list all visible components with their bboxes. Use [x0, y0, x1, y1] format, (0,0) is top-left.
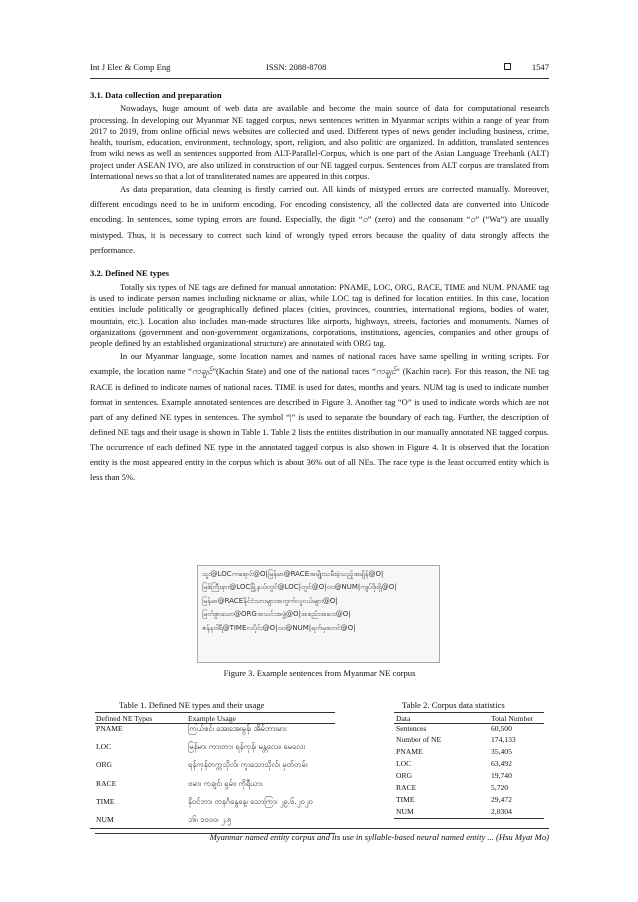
paragraph: In our Myanmar language, some location names and names of national races have same spelling in writing scripts. For example, the location name “ကချင်”(Kachin State) and one of the national races “ကချင်“ (Kachin race). For this reason, the NE tag RACE is defined to indicate names of national races. TIME is used for dates, months and years. NUM tag is used to indicate number format in sentences. Example annotated sentences are described in Figure 3. Another tag “O” is used to indicate words which are not part of any defined NE types in sentences. The symbol “|” is used to separate the boundary of each tag. Further, the description of defined NE tags and their usage is shown in Table 1. Table 2 lists the entiites distribution in our manually annotated NE tagged corpus. The occurrence of each defined NE type in the annotated tagged corpus is also shown in Figure 4. It is observed that the location entity is the most appeared entity in the corpus which is about 36% out of all NEs. The race type is the least occurred entity which is less than 5%.: [90, 351, 549, 483]
running-header: [90, 62, 549, 76]
myanmar-digit-zero: ၀: [362, 215, 368, 226]
paragraph: Nowadays, huge amount of web data are available and become the main source of data for computational research processing. In developing our Myanmar NE tagged corpus, news sentences written in Myanmar scripts within a range of year from 2017 to 2019, from online official news websites are collected and used. Different types of news gender including business, crime, health, tourism, education, environment, technology, sport, religion, and also politic are organized. In addition, translated sentences from wiki news as well as sentences supported from ALT-Parallel-Corpus, which is one part of the Asian Language Treebank (ALT) project under ASEAN IVO, are also utilized in construction of our NE tagged corpus. Sentences from ALT corpus are translated from International news so that a lot of transliterated names are appeared in this corpus.: [90, 103, 549, 182]
column-header: Total Number: [489, 713, 544, 724]
table-row: RACE ဗမာ၊ ကချင်၊ ရှမ်း၊ ကိုရီယား: [96, 778, 263, 788]
table-row: RACE 5,720: [396, 782, 509, 792]
table-2-caption: Table 2. Corpus data statistics: [402, 700, 505, 710]
table-row: ORG ရန်ကုန်တက္ကသိုလ်၊ ကူးသောသိုလ်၊ မှတ်တမ်း: [96, 760, 308, 770]
table-row: PNAME ကြယ်စင်၊ အေးအေးမွန်၊ အိမ်ဘားမား: [96, 724, 287, 733]
page-number: 1547: [531, 62, 549, 72]
example-sentence: ဇန်နဝါရီ@TIMEလပိုင်း@O|၀၀@NUM|ရက်မှစတင်@O|: [202, 623, 356, 632]
table-row: NUM ၁၆၊ ၁၀၀၀၊ ၂.၅: [95, 815, 335, 833]
table-1: [95, 712, 335, 834]
myanmar-kachin-state: ကချင်: [191, 367, 213, 378]
table-row: TIME နိုဝင်ဘာ၊ တနင်္ဂနွေနေ့၊ သောကြာ၊ ၂၉.၆.၂၀၂၀: [96, 797, 313, 807]
column-header: Data: [394, 713, 489, 724]
example-sentence: မြတ်စွာသော@ORGအသင်းအဖွဲ့@O|အစည်းအဝေး@O|: [202, 610, 351, 619]
example-sentence: သူး@LOCကရောင်@O|မြန်မာ@RACEအမျိုးသမီးခဲ့သည့်အချိန်@O|: [202, 570, 384, 578]
column-header: Defined NE Types: [95, 713, 188, 724]
table-1-caption: Table 1. Defined NE types and their usage: [119, 700, 265, 710]
table-row: ORG 19,740: [396, 771, 512, 781]
table-row: Number of NE 174,133: [396, 735, 516, 745]
figure-3-caption: Figure 3. Example sentences from Myanmar NE corpus: [223, 668, 416, 678]
issn: ISSN: 2088-8708: [266, 62, 327, 72]
table-2: [394, 712, 544, 819]
myanmar-kachin-race: ကချင်: [375, 367, 397, 378]
journal-name: Int J Elec & Comp Eng: [90, 62, 171, 72]
table-row: LOC မြန်မာ၊ ကားတာ၊ ရန်ကုန်၊ မန္တလေး၊ မေလေး: [96, 741, 306, 751]
table-row: PNAME 35,405: [396, 747, 512, 757]
running-footer: Myanmar named entity corpus and its use in syllable-based neural named entity ... (Hsu Myat Mo): [209, 832, 549, 842]
table-row: Sentences 60,500: [396, 724, 512, 733]
section-title-3-1: 3.1. Data collection and preparation: [90, 90, 222, 100]
myanmar-consonant-wa: ဝ: [470, 215, 476, 226]
table-row: TIME 29,472: [396, 794, 512, 804]
square-icon: [504, 63, 511, 70]
section-title-3-2: 3.2. Defined NE types: [90, 268, 170, 279]
table-row: NUM 2,0304: [394, 807, 544, 819]
footer-rule: [90, 828, 549, 829]
paragraph: As data preparation, data cleaning is firstly carried out. All kinds of mistyped errors are corrected manually. Moreover, different encodings need to be in uniform encoding. For encoding consistency, all the collected data are converted into Unicode encoding. In sentences, some typing errors are found. Especially, the digit “၀” (zero) and the consonant “ဝ” (“Wa”) are usually mistyped. Thus, it is necessary to correct such kind of wrongly typed errors because the quality of data strongly affects the performance.: [90, 184, 549, 256]
table-row: LOC 63,492: [396, 759, 512, 769]
column-header: Example Usage: [188, 713, 335, 724]
example-sentence: မြန်မာ@RACEနိုင်ငံသားများအတွက်လူငယ်များ@O|: [202, 596, 338, 605]
paragraph: Totally six types of NE tags are defined for manual annotation: PNAME, LOC, ORG, RACE, TIME and NUM. PNAME tag is used to indicate person names including nickname or alias, while LOC tag is defined for location entities. In this case, location entities include politically or geographically defined places (cities, provinces, countries, international regions, bodies of water, mountain, etc.). Location also includes man-made structures like airports, highways, streets, factories and monuments. Names of organizations (government and non-government organizations, corporations, institutions, agencies, companies and other groups of people defined by an established organizational structure) are annotated with ORG tag.: [90, 281, 549, 349]
example-sentence: မြစ်ကြီးနား@LOCမြို့နယ်တွင်@LOC|တွင်@O|၀၀@NUM|ကျပ်ဖိုးရှိ@O|: [202, 583, 397, 592]
body-text: [90, 90, 549, 485]
figure-3-image: [197, 565, 440, 663]
header-rule: [90, 78, 549, 79]
